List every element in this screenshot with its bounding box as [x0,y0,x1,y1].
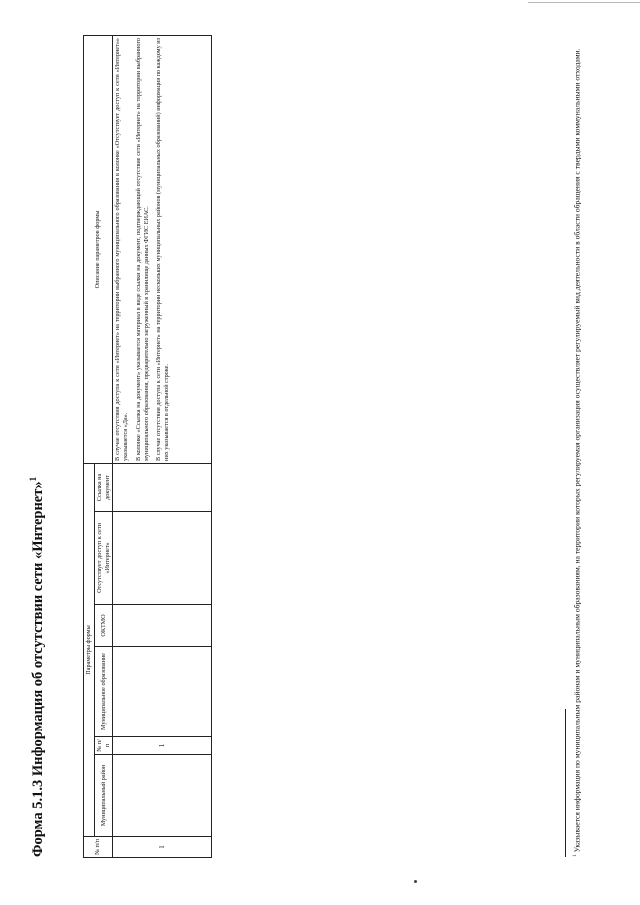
cell-municipal-entity [113,647,212,737]
form-title [28,477,47,857]
description-paragraph: В случае отсутствия доступа к сети «Интернет» на территории выбранного муниципального образования в колонке «Отсутствует доступ к сети «Интернет»» указывается «Да». [114,37,129,461]
header-params-group: Параметры формы [84,463,95,836]
cell-sub-number: 1 [113,737,212,755]
cell-municipal-district [113,755,212,837]
cell-no-internet [113,512,212,605]
footnote-separator [565,709,566,857]
description-paragraph: В случае отсутствия доступа к сети «Интернет» на территории нескольких муниципальных районов (муниципальных образований) информация по каждому из них указывается в отдельной строке. [155,37,170,461]
title-footnote-mark: 1 [28,476,38,482]
footnote [572,37,583,857]
footnote-mark: 1 [572,854,578,857]
cell-row-number: 1 [113,837,212,858]
form-table [83,35,212,858]
header-no-internet: Отсутствует доступ к сети «Интернет» [94,512,113,605]
description-paragraph: В колонке «Ссылка на документ» указывается материал в виде ссылки на документ, подтверждающий отсутствие сети «Интернет» на территории выбранного муниципального образования, предварительно загруженный в хранилище данных ФГИС ЕИАС. [134,37,150,461]
header-oktmo: ОКТМО [94,605,113,647]
cell-document-link [113,463,212,511]
header-row-group [84,35,95,857]
table-row [113,35,212,857]
form-title-text: Форма 5.1.3 Информация об отсутствии сети «Интернет» [29,481,46,857]
header-description: Описание параметров формы [84,35,113,463]
cell-oktmo [113,605,212,647]
header-document-link: Ссылка на документ [94,463,113,511]
header-municipal-district: Муниципальный район [94,755,113,837]
header-row-number: № п/п [84,837,113,858]
header-sub-number: № п/п [94,737,113,755]
header-municipal-entity: Муниципальное образование [94,647,113,737]
footnote-text: Указывается информация по муниципальным районам и муниципальным образованиям, на территории которых регулируемая организация осуществляет регулируемый вид деятельности в области обращения с твердыми коммунальными отходами. [572,48,582,853]
cell-description [113,35,212,463]
